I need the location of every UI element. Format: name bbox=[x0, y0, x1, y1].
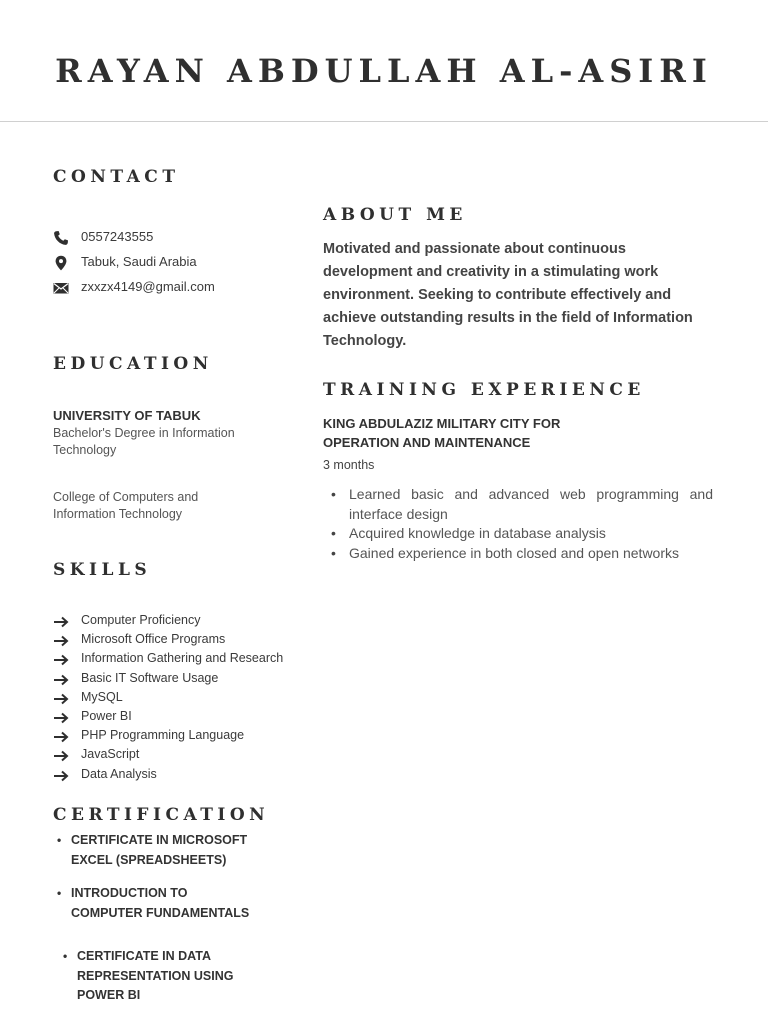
skill-label: Computer Proficiency bbox=[81, 613, 201, 627]
bullet-icon: • bbox=[57, 833, 62, 847]
degree-text: Bachelor's Degree in Information Technology bbox=[53, 426, 235, 457]
applicant-name: RAYAN ABDULLAH AL-ASIRI bbox=[55, 52, 713, 90]
skill-label: JavaScript bbox=[81, 747, 140, 762]
location-pin-icon bbox=[53, 255, 69, 271]
university-name: UNIVERSITY OF TABUK bbox=[53, 408, 201, 423]
arrow-right-icon bbox=[53, 635, 69, 647]
arrow-right-icon bbox=[53, 770, 69, 782]
certificate-label: INTRODUCTION TO COMPUTER FUNDAMENTALS bbox=[71, 886, 250, 920]
phone-icon bbox=[53, 230, 69, 246]
about-heading: ABOUT ME bbox=[323, 205, 467, 225]
bullet-icon: • bbox=[63, 949, 68, 963]
training-organization: KING ABDULAZIZ MILITARY CITY FOR OPERATION AND MAINTENANCE bbox=[323, 416, 561, 450]
skill-label: PHP Programming Language bbox=[81, 728, 245, 743]
arrow-right-icon bbox=[53, 616, 69, 628]
training-list bbox=[323, 485, 713, 563]
arrow-right-icon bbox=[53, 674, 69, 686]
training-item: • Acquired knowledge in database analysis bbox=[323, 524, 713, 544]
skill-label: Power BI bbox=[81, 708, 132, 723]
certification-heading: CERTIFICATION bbox=[53, 805, 270, 825]
certificate-item bbox=[63, 947, 243, 1006]
training-duration: 3 months bbox=[323, 458, 375, 472]
skill-label: MySQL bbox=[81, 689, 123, 704]
email-icon bbox=[53, 280, 69, 296]
arrow-right-icon bbox=[53, 654, 69, 666]
college-text: College of Computers and Information Technology bbox=[53, 490, 199, 521]
skill-label: Information Gathering and Research bbox=[81, 651, 284, 666]
arrow-right-icon bbox=[53, 731, 69, 743]
skills-heading: SKILLS bbox=[53, 560, 152, 580]
skill-label: Data Analysis bbox=[81, 766, 157, 781]
arrow-right-icon bbox=[53, 750, 69, 762]
location-text: Tabuk, Saudi Arabia bbox=[81, 254, 197, 269]
certificate-label: CERTIFICATE IN DATA REPRESENTATION USING POWER BI bbox=[77, 949, 234, 1002]
certificate-label: CERTIFICATE IN MICROSOFT EXCEL (SPREADSHEETS) bbox=[71, 833, 248, 867]
resume-header bbox=[0, 0, 768, 122]
contact-heading: CONTACT bbox=[53, 167, 180, 187]
skill-label: Microsoft Office Programs bbox=[81, 632, 226, 647]
certificate-item bbox=[57, 831, 257, 870]
about-text: Motivated and passionate about continuous development and creativity in a stimulating work environment. Seeking to contribute effectively and achieve outstanding results in the field of Information Technology. bbox=[323, 241, 693, 349]
phone-number: 0557243555 bbox=[81, 229, 154, 244]
certificate-item bbox=[57, 884, 257, 923]
email-address: zxxzx4149@gmail.com bbox=[81, 279, 215, 294]
training-heading: TRAINING EXPERIENCE bbox=[323, 380, 645, 400]
bullet-icon: • bbox=[57, 886, 62, 900]
training-item: • Gained experience in both closed and open networks bbox=[323, 544, 713, 564]
skill-label: Basic IT Software Usage bbox=[81, 670, 219, 685]
arrow-right-icon bbox=[53, 712, 69, 724]
training-item: • Learned basic and advanced web programming and interface design bbox=[323, 485, 713, 524]
education-heading: EDUCATION bbox=[53, 354, 213, 374]
arrow-right-icon bbox=[53, 693, 69, 705]
